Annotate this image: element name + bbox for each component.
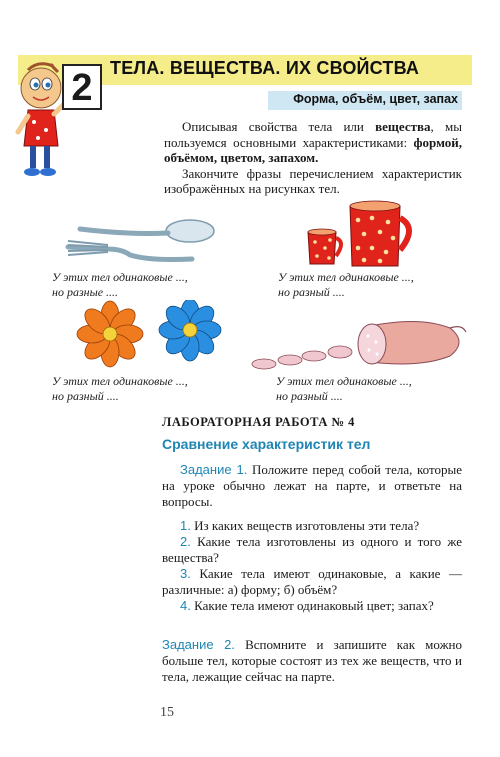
caption-flowers: У этих тел одинаковые ..., но разный .... — [52, 374, 188, 403]
cutlery-illustration — [60, 215, 220, 270]
mugs-illustration — [300, 198, 420, 270]
caption-sausage: У этих тел одинаковые ..., но разный .... — [276, 374, 412, 403]
sausage-illustration — [250, 312, 470, 374]
caption-cutlery: У этих тел одинаковые ..., но разные .... — [52, 270, 188, 299]
lab-subtitle: Сравнение характеристик тел — [162, 436, 371, 452]
task-1: Задание 1. Положите перед собой тела, которые на уроке обычно лежат на парте, и ответьте на вопросы. 1. Из каких веществ изготовлены эти тела? 2. Какие тела изготовлены из одного и того же вещества? 3. Какие тела имеют одинаковые, а какие — различные: а) форму; б) объём? 4. Какие тела имеют одинаковый цвет; запах? — [162, 462, 462, 613]
chapter-number-badge: 2 — [62, 64, 102, 110]
page-number: 15 — [160, 705, 174, 720]
chapter-title: ТЕЛА. ВЕЩЕСТВА. ИХ СВОЙСТВА — [110, 58, 420, 78]
task-1-label: Задание 1. — [180, 462, 248, 477]
task-2-label: Задание 2. — [162, 637, 235, 652]
lab-title: ЛАБОРАТОРНАЯ РАБОТА № 4 — [162, 415, 355, 429]
flowers-illustration — [72, 300, 232, 372]
intro-text: Описывая свойства тела или вещества, мы пользуемся основными характеристиками: формой, объёмом, цветом, запахом. Закончите фразы перечислением характеристик изображённых на рисунках тел. — [164, 119, 462, 196]
question-1: 1. Из каких веществ изготовлены эти тела? — [180, 518, 420, 533]
question-2: 2. Какие тела изготовлены из одного и того же вещества? — [162, 534, 462, 565]
question-3: 3. Какие тела имеют одинаковые, а какие — различные: а) форму; б) объём? — [162, 566, 462, 597]
question-4: 4. Какие тела имеют одинаковый цвет; запах? — [180, 598, 434, 613]
task-2: Задание 2. Вспомните и запишите как можно больше тел, которые состоят из тех же веществ, что и тела, лежащие сейчас на парте. — [162, 637, 463, 684]
chapter-subtitle: Форма, объём, цвет, запах — [293, 92, 458, 106]
caption-mugs: У этих тел одинаковые ..., но разный .... — [278, 270, 414, 299]
